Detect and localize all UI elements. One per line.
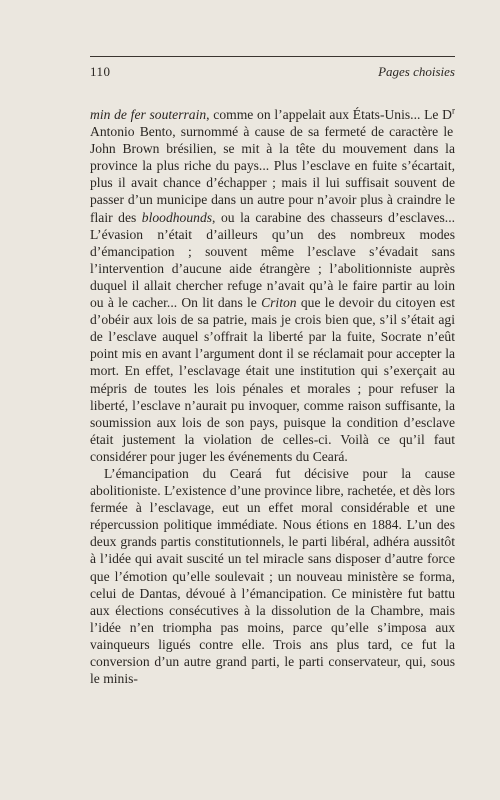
text-run: , ou la carabine des chasseurs d’esclaves... L’évasion n’était d’ailleurs qu’un des nombreux modes d’émancipation ; souvent même l’esclave s’évadait sans l’intervention d’aucune aide étrangère ; l’abolitionniste auprès duquel il allait chercher refuge n’avait qu’à le faire partir au loin ou à le cacher... On lit dans le (90, 209, 455, 311)
header-rule (90, 56, 455, 57)
italic-word-bloodhounds: bloodhounds (141, 209, 213, 225)
paragraph-2: L’émancipation du Ceará fut décisive pour la cause abolitioniste. L’existence d’une province libre, rachetée, et dès lors fermée à l’esclavage, eut un effet moral considérable et une répercussion politique immédiate. Nous étions en 1884. L’un des deux grands partis constitutionnels, le parti libéral, adhéra aussitôt à l’idée qui avait suscité un tel miracle sans disposer d’autre force que l’émotion qu’elle soulevait ; un nouveau ministère se forma, celui de Dantas, dévoué à l’émancipation. Ce ministère fut battu aux élections consécutives à la dissolution de la Chambre, mais l’idée n’en triompha pas moins, parce qu’elle s’imposa aux vainqueurs ligués contre elle. Trois ans plus tard, ce fut la conversion d’un autre grand parti, le parti conservateur, qui, sous le minis- (90, 465, 455, 687)
italic-word-criton: Criton (261, 295, 297, 311)
section-title: Pages choisies (378, 64, 455, 79)
italic-phrase-chemin: min de fer souterrain (90, 107, 207, 122)
text-run: Antonio Bento, surnommé à cause de sa fermeté de caractère le John Brown brésilien, se mit à la tête du mouvement dans la province la plus riche du pays... Plus l’esclave en fuite s’écartait, plus il avait chance d’échapper ; mais il lui suffisait souvent de passer d’un municipe dans un autre pour n’avoir plus à craindre le flair des (90, 124, 455, 225)
page-number: 110 (90, 64, 111, 79)
body-text (90, 106, 455, 687)
paragraph-1 (90, 106, 455, 465)
text-run: que le devoir du citoyen est d’obéir aux lois de sa patrie, mais je crois bien que, s’il s’était agi de l’esclave auquel s’offrait la liberté par la fuite, Socrate n’eût point mis en avant l’argument dont il se réclamait pour accepter la mort. En effet, l’esclavage était une institution qui s’exerçait au mépris de toutes les lois pénales et morales ; pour refuser la liberté, l’esclave n’aurait pu invoquer, comme raison suffisante, la soumission aux lois de son pays, puisque la condition d’esclave était justement la violation de celles-ci. Voilà ce qu’il faut considérer pour juger les événements du Ceará. (90, 295, 456, 464)
text-run: , comme on l’appelait aux États-Unis... Le D (206, 107, 452, 122)
superscript-r: r (452, 105, 455, 116)
running-head (90, 62, 455, 82)
